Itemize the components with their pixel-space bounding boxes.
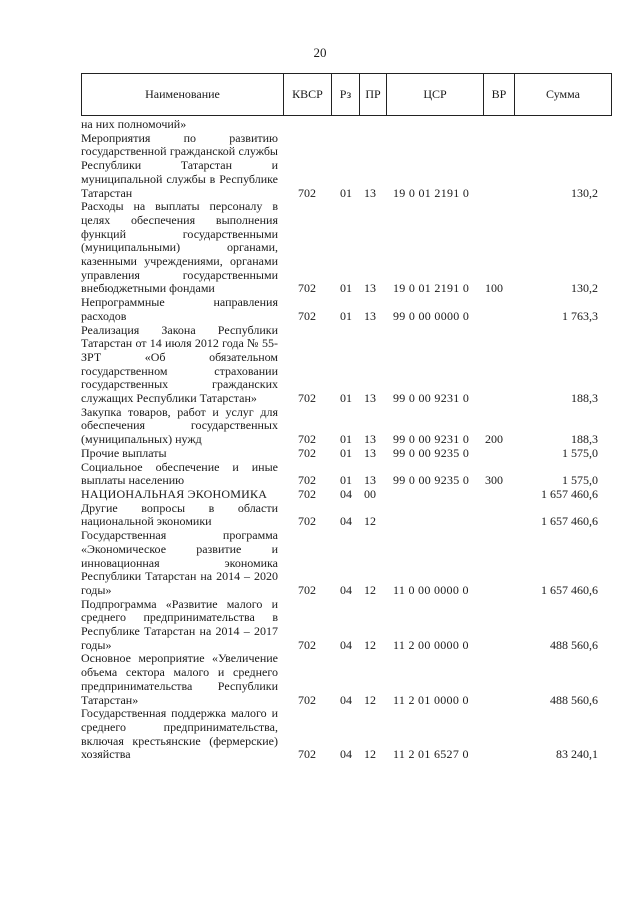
cell-kvsr: 702: [298, 692, 316, 707]
table-row: [81, 707, 612, 762]
row-name: Прочие выплаты: [81, 445, 167, 460]
cell-pr: 13: [364, 432, 376, 447]
table-body: [81, 118, 612, 762]
row-name: Подпрограмма «Развитие малого и среднего предпринимательства в Республике Татарстан на 2014 – 2017 годы»: [81, 596, 278, 652]
cell-pr: 13: [364, 391, 376, 406]
cell-rz: 01: [340, 473, 352, 488]
row-name: Непрограммные направления расходов: [81, 295, 278, 323]
table-row: [81, 502, 612, 529]
cell-pr: 12: [364, 747, 376, 762]
cell-pr: 13: [364, 185, 376, 200]
cell-kvsr: 702: [298, 582, 316, 597]
table-row: [81, 461, 612, 488]
cell-csr: 19 0 01 2191 0: [393, 281, 470, 296]
cell-rz: 01: [340, 432, 352, 447]
cell-pr: 12: [364, 637, 376, 652]
cell-pr: 13: [364, 281, 376, 296]
row-name: Мероприятия по развитию государственной гражданской службы Республики Татарстан и муниципальной службы в Республике Татарстан: [81, 130, 278, 200]
cell-pr: 13: [364, 473, 376, 488]
table-row: [81, 132, 612, 201]
cell-sum: 488 560,6: [550, 692, 598, 707]
table-row: [81, 652, 612, 707]
table-row: [81, 118, 612, 132]
cell-rz: 01: [340, 185, 352, 200]
header-name: Наименование: [145, 87, 220, 101]
row-name: Расходы на выплаты персоналу в целях обеспечения выполнения функций государственными (муниципальными) органами, казенными учреждениями, органами управления государственными внебюджетными фондами: [81, 199, 278, 296]
cell-sum: 1 575,0: [562, 473, 598, 488]
cell-rz: 04: [340, 582, 352, 597]
cell-sum: 83 240,1: [556, 747, 598, 762]
cell-vr: 100: [485, 281, 503, 296]
cell-rz: 01: [340, 391, 352, 406]
cell-csr: 99 0 00 9235 0: [393, 473, 470, 488]
table-row: [81, 324, 612, 406]
cell-rz: 01: [340, 445, 352, 460]
cell-csr: 99 0 00 9231 0: [393, 391, 470, 406]
row-name: Реализация Закона Республики Татарстан от 14 июля 2012 года № 55-ЗРТ «Об обязательном государственном страховании государственных гражданских служащих Республики Татарстан»: [81, 322, 278, 406]
cell-csr: 11 2 01 6527 0: [393, 747, 469, 762]
cell-csr: 11 2 00 0000 0: [393, 637, 469, 652]
table-row: [81, 296, 612, 323]
row-name: Другие вопросы в области национальной экономики: [81, 500, 278, 529]
row-name: Основное мероприятие «Увеличение объема сектора малого и среднего предпринимательства Республики Татарстан»: [81, 651, 278, 707]
header-csr: ЦСР: [386, 74, 483, 115]
table-row: [81, 406, 612, 447]
cell-kvsr: 702: [298, 747, 316, 762]
cell-vr: 300: [485, 473, 503, 488]
cell-csr: 11 2 01 0000 0: [393, 692, 469, 707]
page-number: 20: [313, 45, 327, 60]
row-name: НАЦИОНАЛЬНАЯ ЭКОНОМИКА: [81, 486, 268, 501]
cell-rz: 04: [340, 486, 352, 501]
table-row: [81, 488, 612, 502]
cell-sum: 188,3: [571, 432, 598, 447]
cell-csr: 99 0 00 9231 0: [393, 432, 470, 447]
cell-csr: 11 0 00 0000 0: [393, 582, 469, 597]
cell-kvsr: 702: [298, 308, 316, 323]
cell-sum: 130,2: [571, 281, 598, 296]
cell-csr: 99 0 00 0000 0: [393, 308, 470, 323]
cell-sum: 188,3: [571, 391, 598, 406]
cell-rz: 04: [340, 637, 352, 652]
cell-kvsr: 702: [298, 473, 316, 488]
cell-rz: 01: [340, 281, 352, 296]
table-row: [81, 447, 612, 461]
header-kvsr: КВСР: [283, 74, 331, 115]
cell-rz: 04: [340, 747, 352, 762]
cell-kvsr: 702: [298, 391, 316, 406]
table-row: [81, 529, 612, 598]
row-name: Закупка товаров, работ и услуг для обеспечения государственных (муниципальных) нужд: [81, 404, 278, 447]
cell-pr: 12: [364, 514, 376, 529]
cell-sum: 1 657 460,6: [541, 514, 598, 529]
cell-pr: 13: [364, 445, 376, 460]
cell-pr: 12: [364, 692, 376, 707]
table-row: [81, 200, 612, 296]
cell-sum: 130,2: [571, 185, 598, 200]
cell-vr: 200: [485, 432, 503, 447]
cell-csr: 99 0 00 9235 0: [393, 445, 470, 460]
cell-kvsr: 702: [298, 486, 316, 501]
table-header: [81, 73, 612, 116]
cell-sum: 1 657 460,6: [541, 582, 598, 597]
cell-rz: 04: [340, 514, 352, 529]
cell-sum: 1 657 460,6: [541, 486, 598, 501]
cell-kvsr: 702: [298, 432, 316, 447]
cell-pr: 12: [364, 582, 376, 597]
cell-pr: 00: [364, 486, 376, 501]
header-vr: ВР: [483, 74, 514, 115]
row-name: на них полномочий»: [81, 117, 187, 131]
cell-rz: 04: [340, 692, 352, 707]
row-name: Социальное обеспечение и иные выплаты населению: [81, 459, 278, 488]
row-name: Государственная программа «Экономическое развитие и инновационная экономика Республики Татарстан на 2014 – 2020 годы»: [81, 528, 278, 597]
cell-pr: 13: [364, 308, 376, 323]
row-name: Государственная поддержка малого и среднего предпринимательства, включая крестьянские (фермерские) хозяйства: [81, 706, 278, 762]
header-pr: ПР: [359, 74, 386, 115]
header-rz: Рз: [331, 74, 359, 115]
cell-csr: 19 0 01 2191 0: [393, 185, 470, 200]
cell-kvsr: 702: [298, 637, 316, 652]
table-row: [81, 598, 612, 653]
cell-kvsr: 702: [298, 281, 316, 296]
cell-sum: 1 763,3: [562, 308, 598, 323]
header-sum: Сумма: [514, 74, 611, 115]
cell-sum: 488 560,6: [550, 637, 598, 652]
cell-kvsr: 702: [298, 445, 316, 460]
cell-kvsr: 702: [298, 185, 316, 200]
cell-sum: 1 575,0: [562, 445, 598, 460]
cell-rz: 01: [340, 308, 352, 323]
cell-kvsr: 702: [298, 514, 316, 529]
